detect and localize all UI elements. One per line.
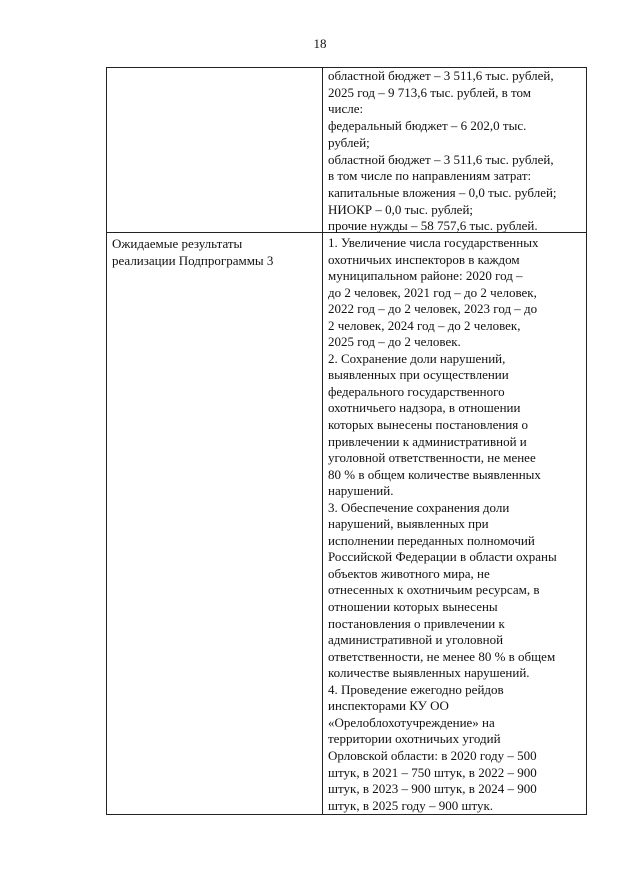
text-line: 80 % в общем количестве выявленных	[328, 466, 541, 482]
text-line: штук, в 2023 – 900 штук, в 2024 – 900	[328, 781, 537, 797]
text-line: привлечении к административной и	[328, 433, 527, 449]
text-line: федеральный бюджет – 6 202,0 тыс.	[328, 118, 527, 134]
column-divider	[322, 233, 323, 814]
text-line: которых вынесены постановления о	[328, 417, 529, 433]
text-line: 3. Обеспечение сохранения доли	[328, 499, 510, 515]
text-line: муниципальном районе: 2020 год –	[328, 268, 523, 284]
row-label-line: Ожидаемые результаты	[112, 236, 243, 251]
text-line: территории охотничьих угодий	[328, 731, 501, 747]
text-line: нарушений, выявленных при	[328, 516, 489, 532]
text-line: объектов животного мира, не	[328, 565, 490, 581]
row-label-cell	[112, 236, 317, 269]
text-line: уголовной ответственности, не менее	[328, 450, 536, 466]
text-line: капитальные вложения – 0,0 тыс. рублей;	[328, 184, 557, 200]
text-line: НИОКР – 0,0 тыс. рублей;	[328, 201, 474, 217]
text-line: отнесенных к охотничьим ресурсам, в	[328, 582, 540, 598]
text-line: рублей;	[328, 134, 370, 150]
column-divider	[322, 68, 323, 232]
page-number: 18	[313, 36, 327, 51]
text-line: административной и уголовной	[328, 632, 504, 648]
text-line: в том числе по направлениям затрат:	[328, 168, 532, 184]
text-line: 4. Проведение ежегодно рейдов	[328, 681, 504, 697]
text-line: постановления о привлечении к	[328, 615, 505, 631]
text-line: отношении которых вынесены	[328, 599, 498, 615]
table-row	[107, 233, 586, 814]
text-line: 2022 год – до 2 человек, 2023 год – до	[328, 301, 538, 317]
table-row	[107, 68, 586, 233]
text-line: прочие нужды – 58 757,6 тыс. рублей.	[328, 218, 538, 234]
text-line: охотничьих инспекторов в каждом	[328, 251, 520, 267]
text-line: областной бюджет – 3 511,6 тыс. рублей,	[328, 68, 554, 83]
text-line: «Орелоблохотучреждение» на	[328, 714, 495, 730]
text-line: областной бюджет – 3 511,6 тыс. рублей,	[328, 151, 554, 167]
text-line: до 2 человек, 2021 год – до 2 человек,	[328, 284, 537, 300]
text-line: 1. Увеличение числа государственных	[328, 235, 539, 250]
text-line: 2025 год – до 2 человек.	[328, 334, 461, 350]
text-line: нарушений.	[328, 483, 394, 499]
text-line: выявленных при осуществлении	[328, 367, 509, 383]
text-line: 2 человек, 2024 год – до 2 человек,	[328, 317, 521, 333]
text-line: ответственности, не менее 80 % в общем	[328, 648, 556, 664]
document-table	[106, 67, 587, 815]
text-line: штук, в 2021 – 750 штук, в 2022 – 900	[328, 764, 537, 780]
text-line: 2. Сохранение доли нарушений,	[328, 350, 506, 366]
text-line: охотничьего надзора, в отношении	[328, 400, 521, 416]
text-line: 2025 год – 9 713,6 тыс. рублей, в том	[328, 84, 531, 100]
text-line: числе:	[328, 101, 364, 117]
row-value-cell	[328, 235, 586, 814]
text-line: федерального государственного	[328, 383, 505, 399]
text-line: количестве выявленных нарушений.	[328, 665, 530, 681]
text-line: исполнении переданных полномочий	[328, 532, 535, 548]
text-line: инспекторами КУ ОО	[328, 698, 449, 714]
text-line: штук, в 2025 году – 900 штук.	[328, 797, 494, 813]
row-value-cell	[328, 68, 586, 235]
text-line: Российской Федерации в области охраны	[328, 549, 557, 565]
row-label-line: реализации Подпрограммы 3	[112, 252, 274, 268]
text-line: Орловской области: в 2020 году – 500	[328, 747, 537, 763]
